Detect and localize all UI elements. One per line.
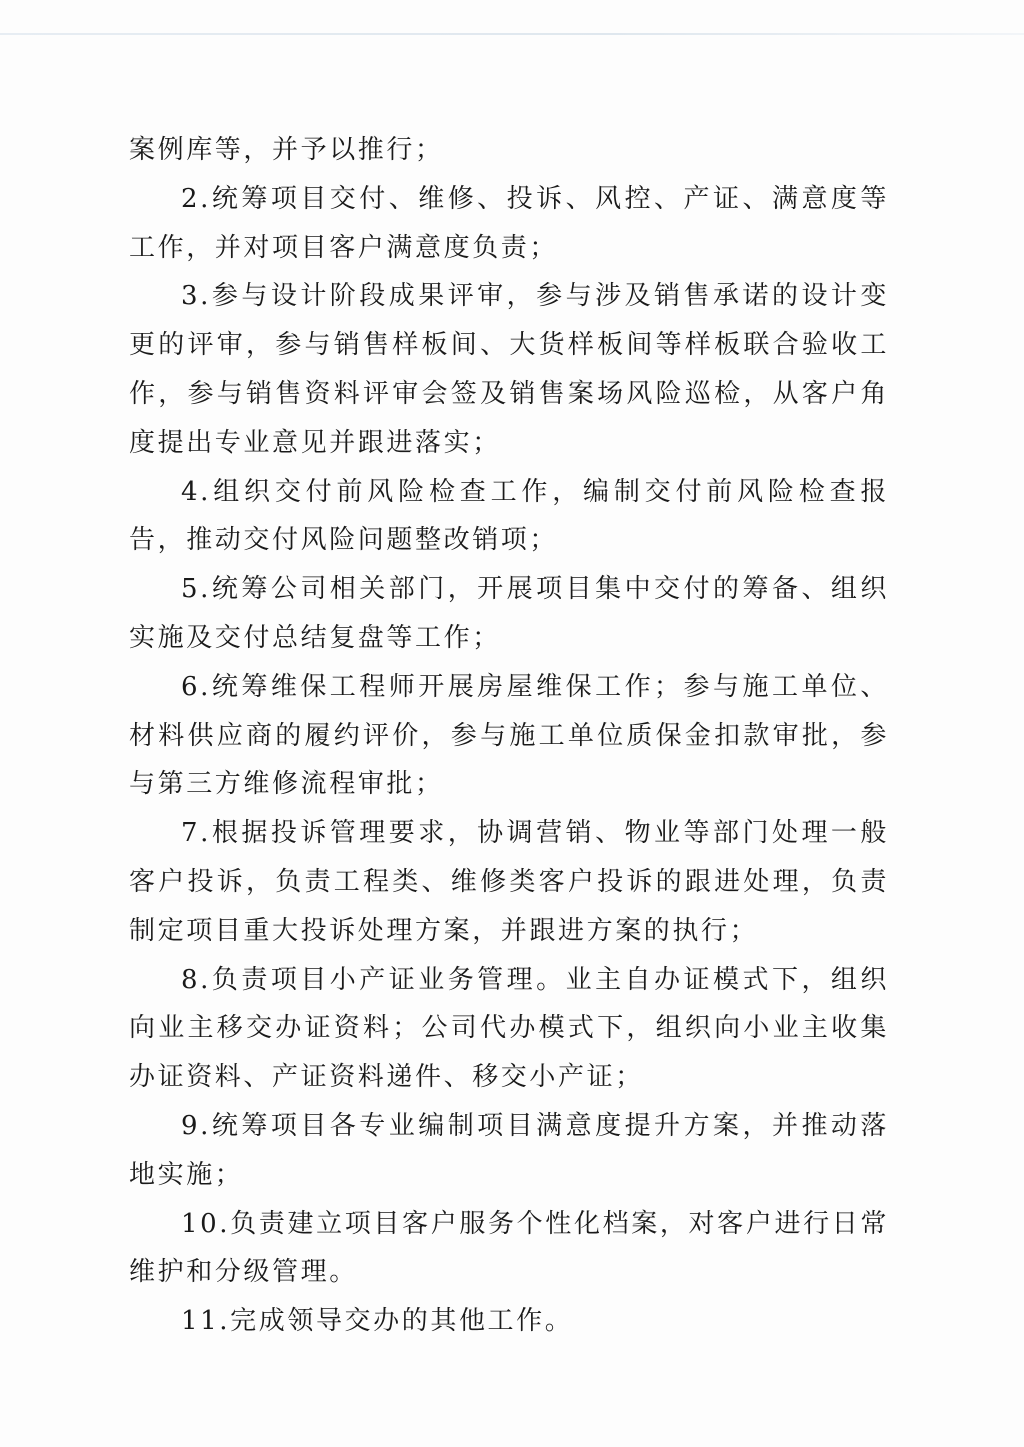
paragraph-item-5: 5.统筹公司相关部门，开展项目集中交付的筹备、组织实施及交付总结复盘等工作； <box>129 574 889 653</box>
paragraph-item-2: 2.统筹项目交付、维修、投诉、风控、产证、满意度等工作，并对项目客户满意度负责； <box>129 183 889 263</box>
paragraph-continuation: 案例库等，并予以推行； <box>129 135 444 165</box>
paragraph-item-4: 4.组织交付前风险检查工作，编制交付前风险检查报告，推动交付风险问题整改销项； <box>129 476 889 556</box>
scan-edge-line <box>0 33 1024 35</box>
paragraph-item-11: 11.完成领导交办的其他工作。 <box>181 1306 574 1337</box>
paragraph-item-10: 10.负责建立项目客户服务个性化档案，对客户进行日常维护和分级管理。 <box>129 1208 889 1288</box>
paragraph-item-6: 6.统筹维保工程师开展房屋维保工作；参与施工单位、材料供应商的履约评价，参与施工单位质保金扣款审批，参与第三方维修流程审批； <box>129 671 889 800</box>
paragraph-item-7: 7.根据投诉管理要求，协调营销、物业等部门处理一般客户投诉，负责工程类、维修类客户投诉的跟进处理，负责制定项目重大投诉处理方案，并跟进方案的执行； <box>129 818 889 946</box>
paragraph-item-3: 3.参与设计阶段成果评审，参与涉及销售承诺的设计变更的评审，参与销售样板间、大货样板间等样板联合验收工作，参与销售资料评审会签及销售案场风险巡检，从客户角度提出专业意见并跟进落实； <box>129 281 889 458</box>
paragraph-item-8: 8.负责项目小产证业务管理。业主自办证模式下，组织向业主移交办证资料；公司代办模式下，组织向小业主收集办证资料、产证资料递件、移交小产证； <box>129 964 889 1093</box>
paragraph-item-9: 9.统筹项目各专业编制项目满意度提升方案，并推动落地实施； <box>129 1110 889 1190</box>
document-body <box>129 126 889 1346</box>
